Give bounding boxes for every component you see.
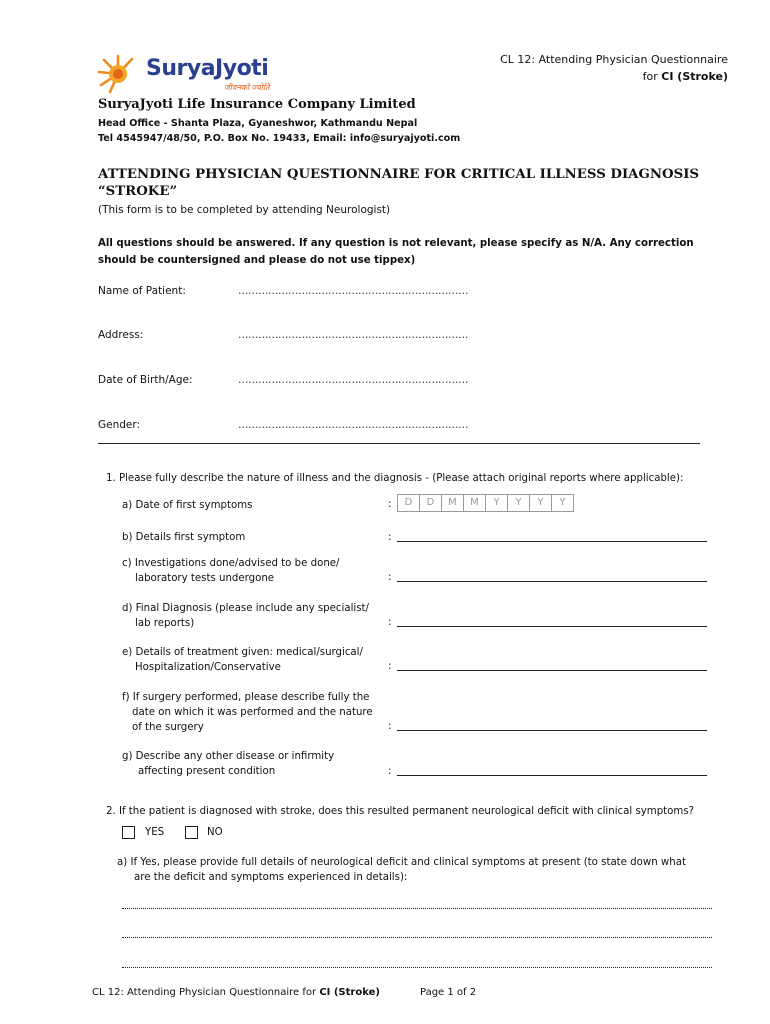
first-symptom-date-input[interactable] <box>397 494 573 512</box>
address-field[interactable]: …………………………………………………………… <box>238 329 468 341</box>
q1d-answer-line[interactable] <box>397 626 707 627</box>
q1f-label-line3: of the surgery <box>132 722 204 733</box>
gender-field[interactable]: …………………………………………………………… <box>238 419 468 431</box>
q1g-label-line2: affecting present condition <box>138 766 276 777</box>
brand-name: SuryaJyoti <box>146 56 269 81</box>
q1b-label: b) Details first symptom <box>122 532 246 543</box>
q1c-label-line1: c) Investigations done/advised to be done/ <box>122 558 340 569</box>
q1e-label-line2: Hospitalization/Conservative <box>135 662 281 673</box>
q1b-answer-line[interactable] <box>397 541 707 542</box>
form-title-line1: ATTENDING PHYSICIAN QUESTIONNAIRE FOR CRITICAL ILLNESS DIAGNOSIS <box>98 167 700 182</box>
address-label: Address: <box>98 329 144 341</box>
form-title <box>98 166 718 200</box>
q1f-colon: : <box>388 720 392 732</box>
q1a-colon: : <box>388 498 392 510</box>
patient-name-label: Name of Patient: <box>98 285 186 297</box>
q2a-answer-line[interactable] <box>122 967 712 968</box>
yes-checkbox[interactable] <box>122 826 135 839</box>
q1f-label <box>122 690 373 735</box>
q1f-label-line2: date on which it was performed and the nature <box>132 707 373 718</box>
yes-label: YES <box>145 827 165 838</box>
sun-logo-icon <box>94 52 146 98</box>
q1d-label-line1: d) Final Diagnosis (please include any specialist/ <box>122 603 369 614</box>
date-cell-month[interactable]: M <box>463 494 486 512</box>
q1g-label <box>122 749 334 779</box>
form-code-line2 <box>643 70 728 83</box>
section-divider <box>98 443 700 444</box>
footer-code-bold: CI (Stroke) <box>319 987 380 998</box>
company-address: Head Office - Shanta Plaza, Gyaneshwor, Kathmandu Nepal <box>98 118 418 129</box>
company-name: SuryaJyoti Life Insurance Company Limited <box>98 97 416 112</box>
no-checkbox[interactable] <box>185 826 198 839</box>
q1c-label <box>122 556 339 586</box>
q1g-answer-line[interactable] <box>397 775 707 776</box>
q1c-label-line2: laboratory tests undergone <box>135 573 275 584</box>
q1g-label-line1: g) Describe any other disease or infirmity <box>122 751 335 762</box>
q1e-answer-line[interactable] <box>397 670 707 671</box>
q1f-answer-line[interactable] <box>397 730 707 731</box>
brand-tagline: जीवनको ज्योति <box>224 83 270 92</box>
q1a-label: a) Date of first symptoms <box>122 500 253 511</box>
form-code-prefix: for <box>642 70 662 83</box>
q1c-answer-line[interactable] <box>397 581 707 582</box>
q1d-label <box>122 601 369 631</box>
page-number: Page 1 of 2 <box>420 987 477 998</box>
q1f-label-line1: f) If surgery performed, please describe fully the <box>122 692 370 703</box>
date-cell-day[interactable]: D <box>397 494 420 512</box>
q1c-colon: : <box>388 571 392 583</box>
q2a-line2: are the deficit and symptoms experienced in details): <box>134 872 408 883</box>
q1d-colon: : <box>388 616 392 628</box>
form-title-line2: “STROKE” <box>98 184 178 199</box>
company-contact: Tel 4545947/48/50, P.O. Box No. 19433, Email: info@suryajyoti.com <box>98 133 461 144</box>
date-cell-year[interactable]: Y <box>507 494 530 512</box>
q2a-line1: a) If Yes, please provide full details of neurological deficit and clinical symptoms at present (to state down what <box>117 857 686 868</box>
form-instruction: All questions should be answered. If any question is not relevant, please specify as N/A. Any correction should be countersigned and please do not use tippex) <box>98 238 694 266</box>
q1b-colon: : <box>388 531 392 543</box>
date-cell-year[interactable]: Y <box>551 494 574 512</box>
q1e-label-line1: e) Details of treatment given: medical/surgical/ <box>122 647 363 658</box>
dob-age-label: Date of Birth/Age: <box>98 374 193 386</box>
q1e-colon: : <box>388 660 392 672</box>
gender-label: Gender: <box>98 419 141 431</box>
q2a-answer-line[interactable] <box>122 908 712 909</box>
q2a-answer-line[interactable] <box>122 937 712 938</box>
date-cell-year[interactable]: Y <box>529 494 552 512</box>
question-1-text: 1. Please fully describe the nature of illness and the diagnosis - (Please attach original reports where applicable): <box>106 473 684 484</box>
q1g-colon: : <box>388 765 392 777</box>
date-cell-day[interactable]: D <box>419 494 442 512</box>
form-subtitle: (This form is to be completed by attending Neurologist) <box>98 204 391 216</box>
date-cell-year[interactable]: Y <box>485 494 508 512</box>
q1d-label-line2: lab reports) <box>135 618 195 629</box>
footer-code-prefix: CL 12: Attending Physician Questionnaire for <box>92 987 320 998</box>
form-code-bold: CI (Stroke) <box>661 70 728 83</box>
footer-form-code <box>92 987 380 998</box>
question-2-text: 2. If the patient is diagnosed with stroke, does this resulted permanent neurological deficit with clinical symptoms? <box>106 806 695 817</box>
q1e-label <box>122 645 363 675</box>
form-code-line1: CL 12: Attending Physician Questionnaire <box>500 53 728 66</box>
no-label: NO <box>207 827 223 838</box>
dob-age-field[interactable]: …………………………………………………………… <box>238 374 468 386</box>
patient-name-field[interactable]: …………………………………………………………… <box>238 285 468 297</box>
date-cell-month[interactable]: M <box>441 494 464 512</box>
